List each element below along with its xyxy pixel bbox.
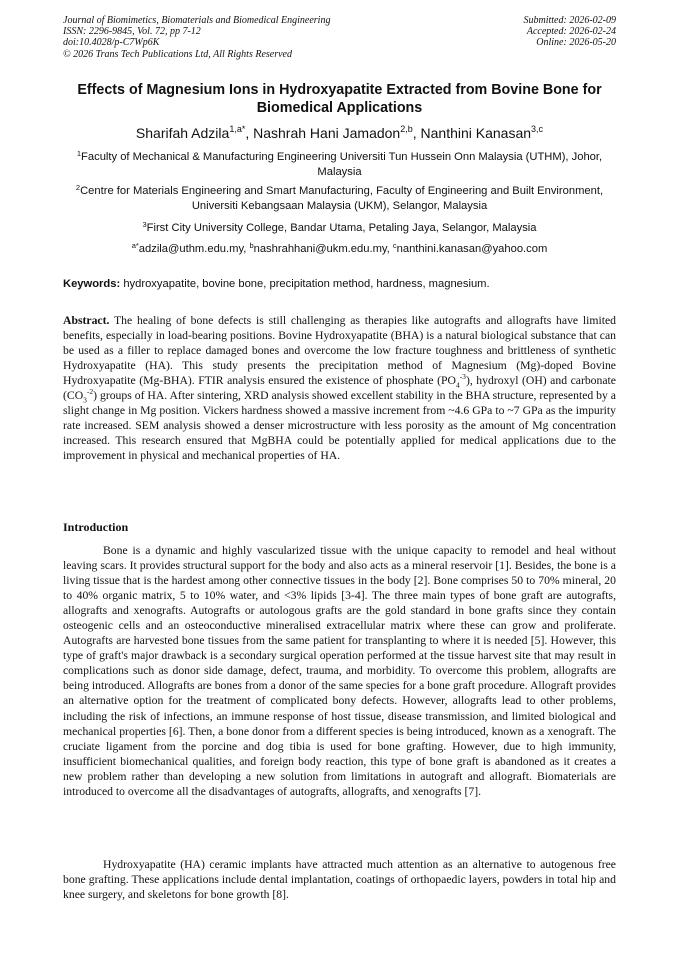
submitted-date: Submitted: 2026-02-09 <box>523 15 616 26</box>
author-sup: 3,c <box>531 124 544 134</box>
affiliation-3 <box>63 221 616 236</box>
email-sup: a* <box>131 241 139 250</box>
abstract-text: The healing of bone defects is still challenging as therapies like autografts and allografts have limited benefits, especially in load-bearing positions. Bovine Hydroxyapatite (BHA) is a natural biological substance that can be used as a filler to replace damaged bones and overcome the low fracture toughness and brittleness of synthetic Hydroxyapatite (HA). This study presents the precipitation method of Magnesium (Mg)-doped Bovine Hydroxyapatite (Mg-BHA). FTIR analysis ensured the existence of phosphate (PO <box>63 314 616 388</box>
paper-title: Effects of Magnesium Ions in Hydroxyapatite Extracted from Bovine Bone for Biomedical Applications <box>77 82 602 116</box>
author-name: Nanthini Kanasan <box>420 125 532 141</box>
superscript: -3 <box>459 372 466 382</box>
abstract-text: ), hydroxyl (OH) and carbonate (CO <box>63 374 616 403</box>
superscript: -2 <box>86 387 94 397</box>
introduction-heading: Introduction <box>63 520 129 534</box>
affiliation-text: Faculty of Mechanical & Manufacturing Engineering Universiti Tun Hussein Onn Malaysia (UTHM), Johor, Malaysia <box>81 151 603 178</box>
publication-dates <box>524 15 617 49</box>
affiliation-1 <box>63 150 616 180</box>
keywords-label: Keywords: <box>63 278 121 290</box>
journal-doi[interactable]: doi:10.4028/p-C7Wp6K <box>63 37 160 49</box>
subscript: 4 <box>455 380 460 390</box>
affiliation-sup: 3 <box>142 220 147 229</box>
online-date: Online: 2026-05-20 <box>536 37 616 49</box>
author-list: Sharifah Adzila$^{1,a*}$, Nashrah Hani Jamadon$^{2,b}$, Nanthini Kanasan$^{3,c}$ <box>135 124 544 141</box>
journal-copyright: © 2026 Trans Tech Publications Ltd, All Rights Reserved <box>63 48 292 60</box>
email-link[interactable]: nanthini.kanasan@yahoo.com <box>396 243 548 255</box>
introduction-paragraph: Bone is a dynamic and highly vascularized tissue with the unique capacity to remodel and heal without leaving scars. It provides structural support for the body and also acts as a mineral reservoir [1]. Besides, the bone is a living tissue that is the hardest among other connective tissues in the body [2]. Bone comprises 50 to 70% mineral, 20 to 40% organic matrix, 5 to 10% water, and <3% lipids [3-4]. The three main types of bone graft are autografts, allografts and xenografts. Autografts or autologous grafts are the gold standard in bone grafts since they contain osteogenic cells and an osteoconductive mineralised extracellular matrix where these can grow and proliferate. Autografts are harvested bone tissues from the same patient for transplanting to where it is needed [5]. However, this type of graft's major drawback is a secondary surgical operation performed at the tissue harvest site that may result in complications such as donor side damage, defect, trauma, and morbidity. To overcome this problem, allografts are being introduced. Allografts are bones from a donor of the same species for a bone graft procedure. Allograft provides an alternative option for the treatment of complicated bony defects. However, allografts lead to other problems, including the risk of infections, an immune response of host tissue, disease transmission, and limited biological and mechanical properties [6]. Then, a bone donor from a different species is being introduced, known as a xenograft. The cruciate ligament from the porcine and dog tibia is used for bone grafting. However, due to high immunity, insufficient biomechanical qualities, and foreign body reaction, this type of bone graft is abandoned as it creates a new problem rather than developing a new solution from limitations in autograft and allograft. Biomaterials are introduced to overcome all the disadvantages of autografts, allografts, and xenografts [7]. <box>63 544 616 798</box>
author-emails <box>63 242 616 257</box>
introduction-paragraph: Hydroxyapatite (HA) ceramic implants have attracted much attention as an alternative to autogenous free bone grafting. These applications include dental implantation, coatings of orthopaedic layers, powders in total hip and knee surgery, and skeletons for bone growth [8]. <box>63 858 616 902</box>
email-link[interactable]: adzila@uthm.edu.my, <box>138 243 247 255</box>
abstract-text: ) groups of HA. After sintering, XRD analysis showed excellent stability in the BHA structure, represented by a slight change in Mg position. Vickers hardness showed a massive increment from ~4.6 GPa to ~7 GPa as the impurity rate increased. SEM analysis showed a denser microstructure with less porosity as the amount of Mg concentration increased. This research ensured that MgBHA could be potentially applied for medical applications due to the improvement in physical and mechanical properties of HA. <box>63 389 616 463</box>
author-sup: 1,a* <box>229 124 246 134</box>
keywords <box>63 277 616 292</box>
keywords-text: hydroxyapatite, bovine bone, precipitation method, hardness, magnesium. <box>123 278 490 290</box>
author-sup: 2,b <box>400 124 413 134</box>
subscript: 3 <box>83 395 87 405</box>
affiliation-text: First City University College, Bandar Utama, Petaling Jaya, Selangor, Malaysia <box>146 222 537 234</box>
affiliation-sup: 1 <box>76 149 82 158</box>
affiliation-text: Centre for Materials Engineering and Smart Manufacturing, Faculty of Engineering and Built Environment, Universiti Kebangsaan Malaysia (UKM), Selangor, Malaysia <box>80 185 604 212</box>
email-link[interactable]: nashrahhani@ukm.edu.my, <box>253 243 390 255</box>
affiliation-2 <box>63 184 616 214</box>
affiliation-sup: 2 <box>75 183 81 192</box>
email-sup: c <box>392 241 397 250</box>
author-name: Nashrah Hani Jamadon <box>253 125 401 141</box>
accepted-date: Accepted: 2026-02-24 <box>526 26 616 38</box>
abstract <box>63 313 616 463</box>
journal-name: Journal of Biomimetics, Biomaterials and Biomedical Engineering <box>63 15 331 26</box>
journal-issn: ISSN: 2296-9845, Vol. 72, pp 7-12 <box>63 26 201 38</box>
author-name: Sharifah Adzila <box>135 125 230 141</box>
email-sup: b <box>249 241 254 250</box>
journal-info <box>63 15 330 60</box>
abstract-label: Abstract. <box>63 314 110 327</box>
